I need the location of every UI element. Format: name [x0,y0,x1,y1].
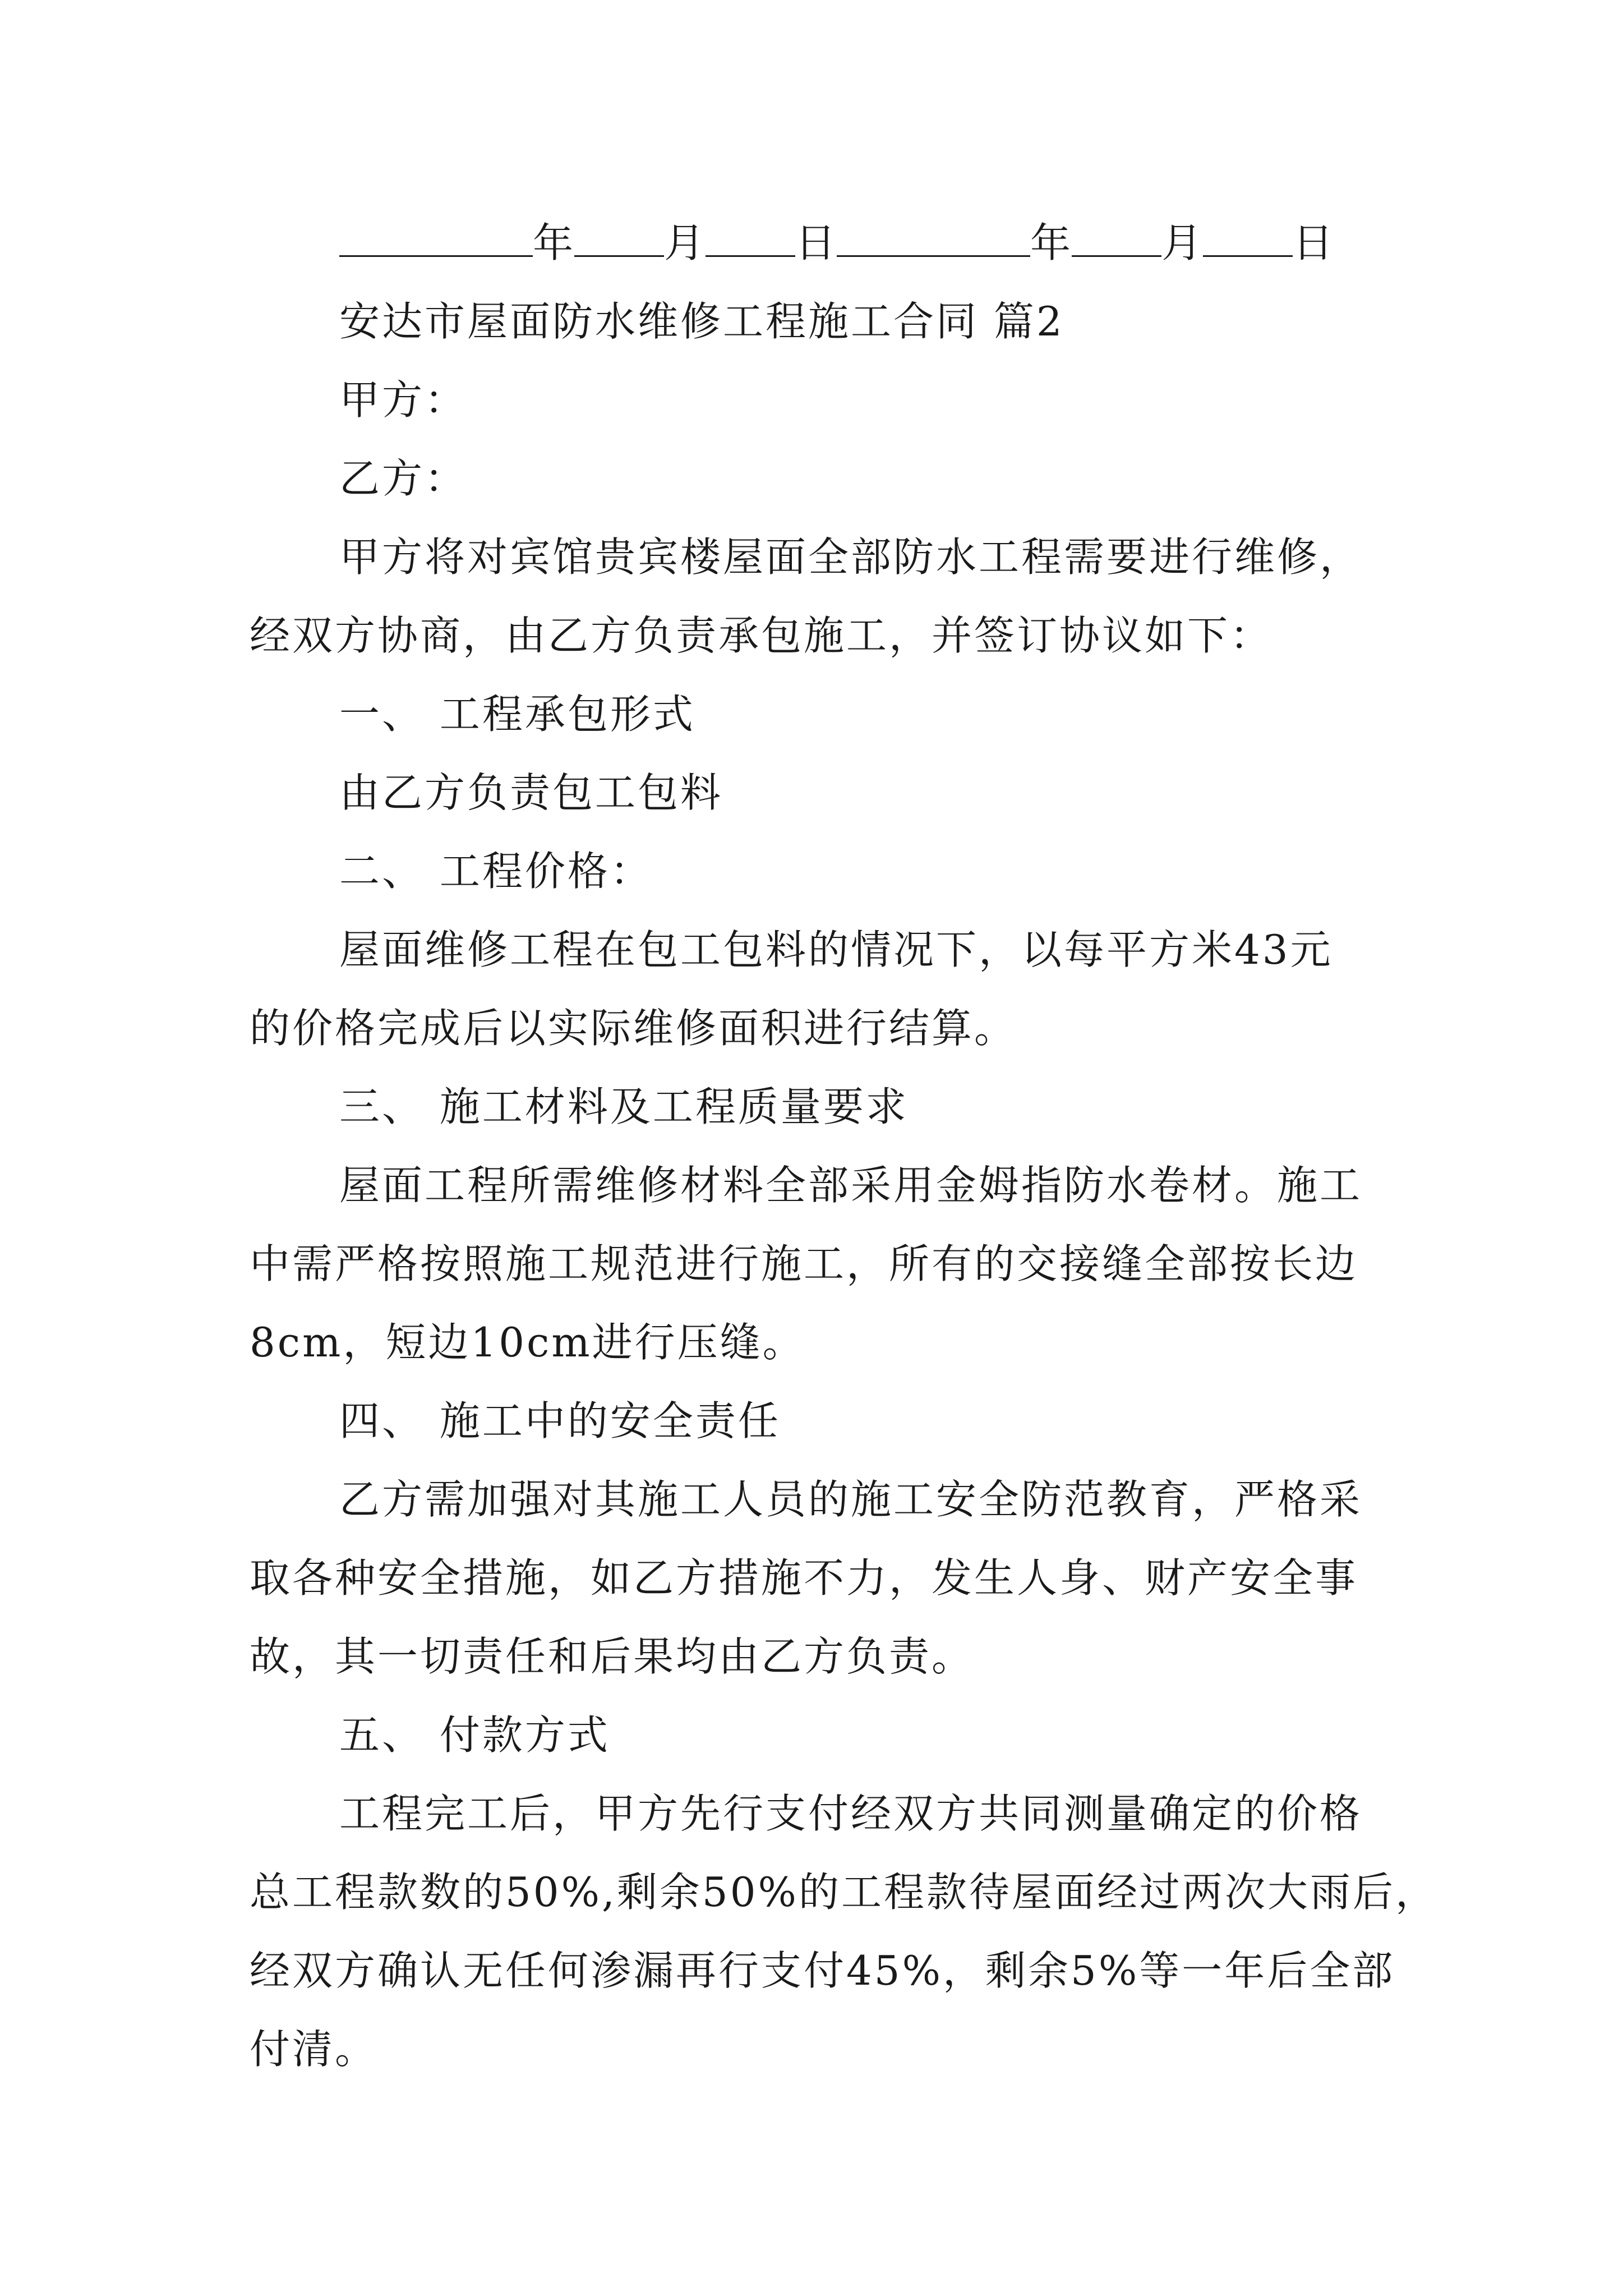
section-3-line-3: 8cm，短边10cm进行压缝。 [250,1319,805,1366]
intro-line-2: 经双方协商，由乙方负责承包施工，并签订协议如下： [250,612,1273,659]
day-blank-1 [706,216,795,257]
section-5-line-3: 经双方确认无任何渗漏再行支付45%，剩余5%等一年后全部 [250,1947,1395,1994]
party-a-label: 甲方： [339,376,468,424]
section-3-heading: 三、 施工材料及工程质量要求 [339,1083,909,1130]
section-4-heading: 四、 施工中的安全责任 [339,1397,781,1444]
section-5-line-4: 付清。 [250,2026,378,2073]
year-label-1: 年 [533,219,575,266]
section-2-heading: 二、 工程价格： [339,848,653,895]
date-signature-row [339,216,1334,270]
section-4-line-3: 故，其一切责任和后果均由乙方负责。 [250,1633,975,1680]
section-1-heading: 一、 工程承包形式 [339,691,695,738]
intro-line-1: 甲方将对宾馆贵宾楼屋面全部防水工程需要进行维修， [339,533,1363,581]
month-blank-2 [1072,216,1161,257]
section-2-line-2: 的价格完成后以实际维修面积进行结算。 [250,1005,1017,1052]
section-2-line-1: 屋面维修工程在包工包料的情况下，以每平方米43元 [339,926,1333,973]
section-5-heading: 五、 付款方式 [339,1711,610,1759]
section-4-line-1: 乙方需加强对其施工人员的施工安全防范教育，严格采 [339,1476,1363,1523]
document-title: 安达市屋面防水维修工程施工合同 篇2 [339,298,1064,345]
section-4-line-2: 取各种安全措施，如乙方措施不力，发生人身、财产安全事 [250,1554,1358,1602]
year-label-2: 年 [1030,219,1072,266]
section-5-line-2: 总工程款数的50%,剩余50%的工程款待屋面经过两次大雨后， [250,1869,1438,1916]
section-1-line-1: 由乙方负责包工包料 [339,769,723,816]
party-b-label: 乙方： [339,455,468,502]
month-label-2: 月 [1161,219,1204,266]
section-5-line-1: 工程完工后，甲方先行支付经双方共同测量确定的价格 [339,1790,1363,1837]
year-blank-1 [339,216,533,257]
day-label-1: 日 [795,219,837,266]
section-3-line-1: 屋面工程所需维修材料全部采用金姆指防水卷材。施工 [339,1162,1363,1209]
section-3-line-2: 中需严格按照施工规范进行施工，所有的交接缝全部按长边 [250,1240,1358,1287]
year-blank-2 [837,216,1030,257]
day-blank-2 [1203,216,1293,257]
month-blank-1 [574,216,664,257]
day-label-2: 日 [1293,219,1335,266]
month-label-1: 月 [664,219,706,266]
